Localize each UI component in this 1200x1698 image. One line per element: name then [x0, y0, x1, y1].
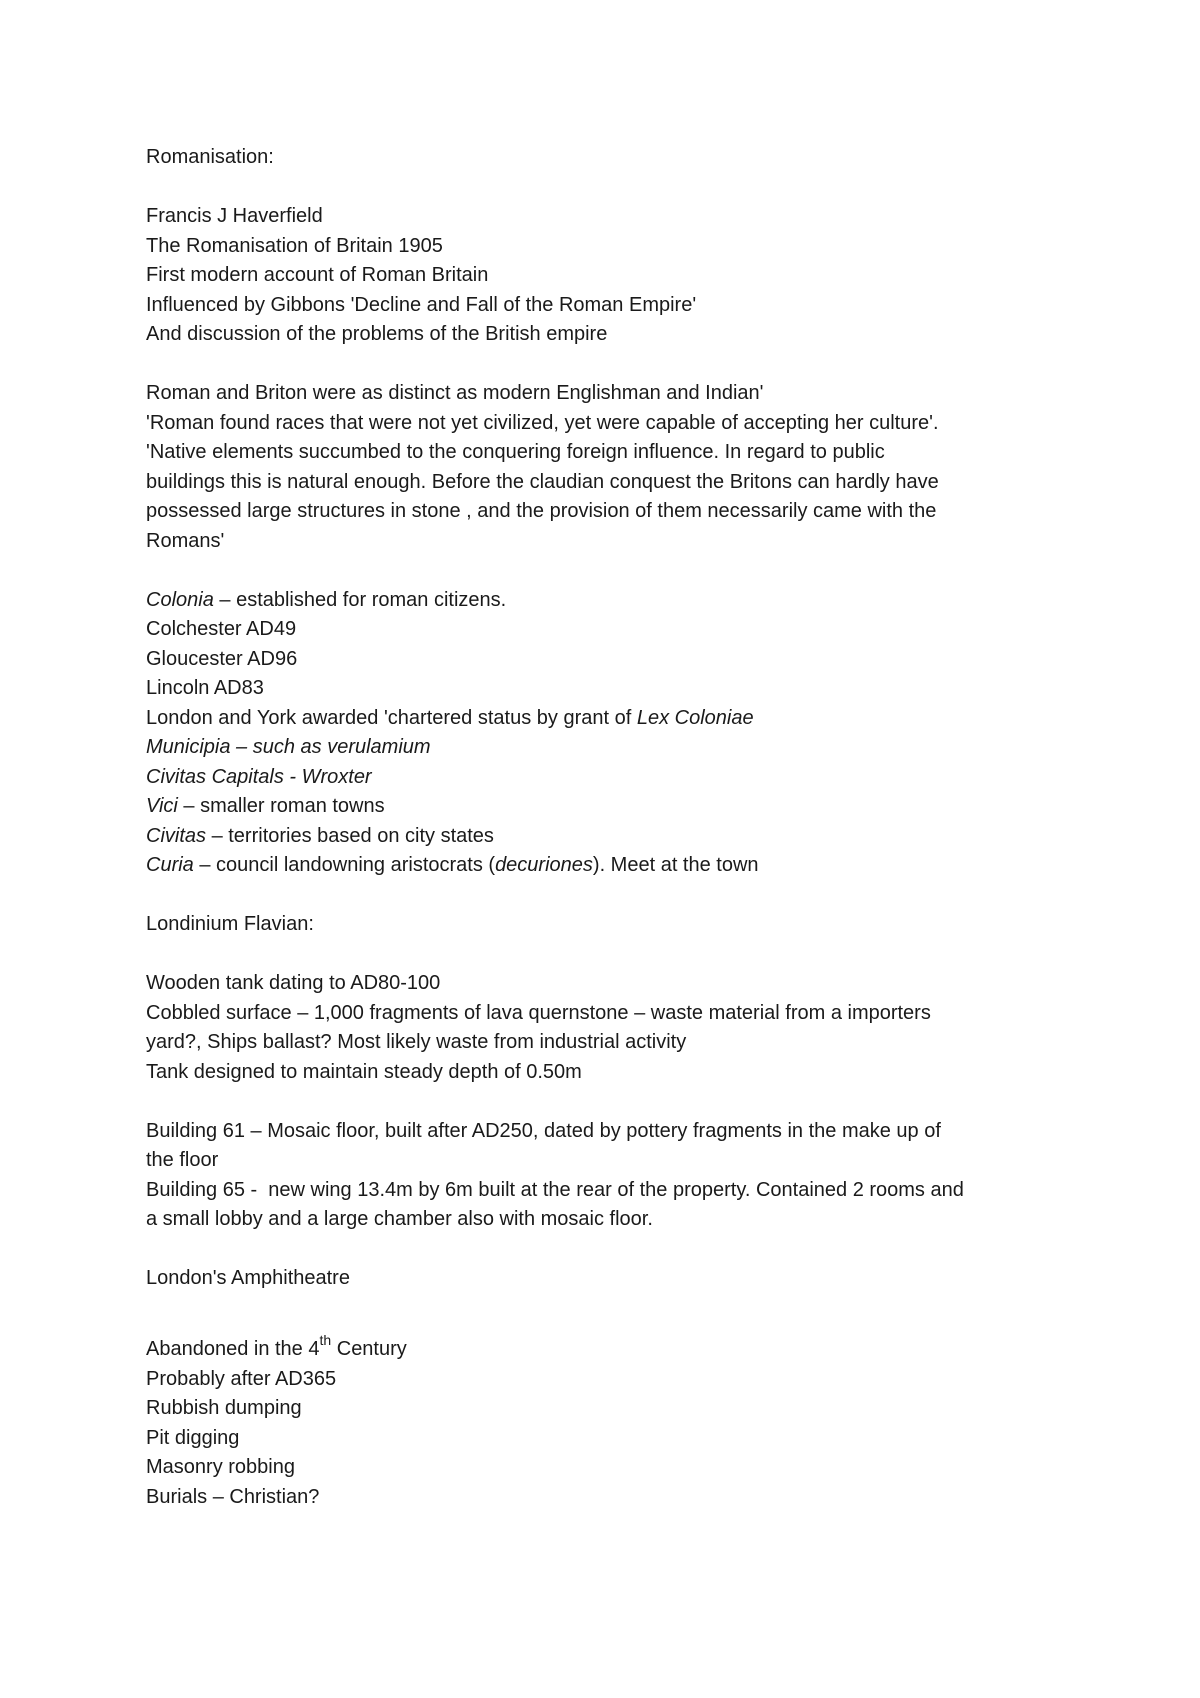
term-italic: Lex Coloniae [636, 706, 754, 729]
definition-text: – smaller roman towns [177, 795, 385, 817]
note-line: Influenced by Gibbons 'Decline and Fall of the Roman Empire' [146, 293, 697, 316]
spacer [146, 350, 1066, 380]
quote-line: buildings this is natural enough. Before the claudian conquest the Britons can hardly have [146, 470, 939, 493]
note-line: And discussion of the problems of the British empire [146, 323, 608, 345]
spacer [146, 1087, 1066, 1117]
line-text: Abandoned in the 4 [146, 1338, 320, 1360]
term-italic: Municipia – such as verulamium [146, 736, 431, 758]
definition-text: ). Meet at the town [592, 854, 759, 876]
quote-line: Romans' [146, 529, 225, 552]
book-title: The Romanisation of Britain 1905 [146, 234, 443, 257]
note-line: Masonry robbing [146, 1456, 295, 1478]
ordinal-superscript: th [319, 1332, 332, 1349]
author-name: Francis J Haverfield [146, 205, 323, 227]
heading-londinium: Londinium Flavian: [146, 913, 314, 935]
civitas-line [146, 822, 1066, 852]
quote-line: 'Native elements succumbed to the conquering foreign influence. In regard to public [146, 441, 885, 463]
town-line: Gloucester AD96 [146, 647, 298, 670]
building-line: a small lobby and a large chamber also with mosaic floor. [146, 1208, 653, 1230]
abandoned-line [146, 1323, 1066, 1365]
term-italic: Vici [146, 795, 178, 817]
town-line: Lincoln AD83 [146, 677, 264, 699]
document-body [146, 143, 1066, 1512]
spacer [146, 1235, 1066, 1265]
vici-line [146, 792, 1066, 822]
term-italic: Civitas [146, 824, 207, 847]
line-text: Century [331, 1338, 407, 1360]
line-text: London and York awarded 'chartered status by grant of [146, 706, 637, 729]
definition-text: – council landowning aristocrats ( [193, 854, 496, 876]
definition-text: – established for roman citizens. [213, 588, 507, 611]
quote-line: possessed large structures in stone , and the provision of them necessarily came with the [146, 500, 937, 522]
spacer [146, 173, 1066, 203]
spacer [146, 1294, 1066, 1324]
building-line: Building 61 – Mosaic floor, built after AD250, dated by pottery fragments in the make up of [146, 1119, 941, 1142]
note-line: Rubbish dumping [146, 1397, 302, 1419]
note-line: Burials – Christian? [146, 1485, 320, 1508]
term-italic: Curia [146, 854, 194, 876]
note-line: Wooden tank dating to AD80-100 [146, 972, 441, 994]
curia-line [146, 851, 1066, 881]
spacer [146, 881, 1066, 911]
note-line: Cobbled surface – 1,000 fragments of lava quernstone – waste material from a importers [146, 1001, 931, 1024]
term-italic: Colonia [146, 588, 214, 611]
civitas-capitals-line [146, 763, 1066, 793]
quote-line: Roman and Briton were as distinct as modern Englishman and Indian' [146, 382, 764, 404]
spacer [146, 556, 1066, 586]
quote-line: 'Roman found races that were not yet civilized, yet were capable of accepting her culture'. [146, 411, 939, 434]
note-line: yard?, Ships ballast? Most likely waste from industrial activity [146, 1031, 687, 1053]
london-york-line [146, 704, 1066, 734]
note-line: First modern account of Roman Britain [146, 264, 489, 286]
definition-text: – territories based on city states [206, 824, 494, 847]
municipia-line [146, 733, 1066, 763]
town-line: Colchester AD49 [146, 618, 297, 640]
note-line: Probably after AD365 [146, 1367, 337, 1390]
heading-romanisation: Romanisation: [146, 146, 274, 168]
spacer [146, 940, 1066, 970]
term-italic: decuriones [495, 854, 593, 876]
building-line: the floor [146, 1149, 219, 1171]
note-line: Pit digging [146, 1426, 240, 1449]
term-italic: Civitas Capitals - Wroxter [146, 765, 372, 788]
colonia-line [146, 586, 1066, 616]
note-line: Tank designed to maintain steady depth of 0.50m [146, 1060, 582, 1083]
heading-amphitheatre: London's Amphitheatre [146, 1267, 350, 1289]
building-line: Building 65 - new wing 13.4m by 6m built at the rear of the property. Contained 2 rooms and [146, 1178, 964, 1201]
